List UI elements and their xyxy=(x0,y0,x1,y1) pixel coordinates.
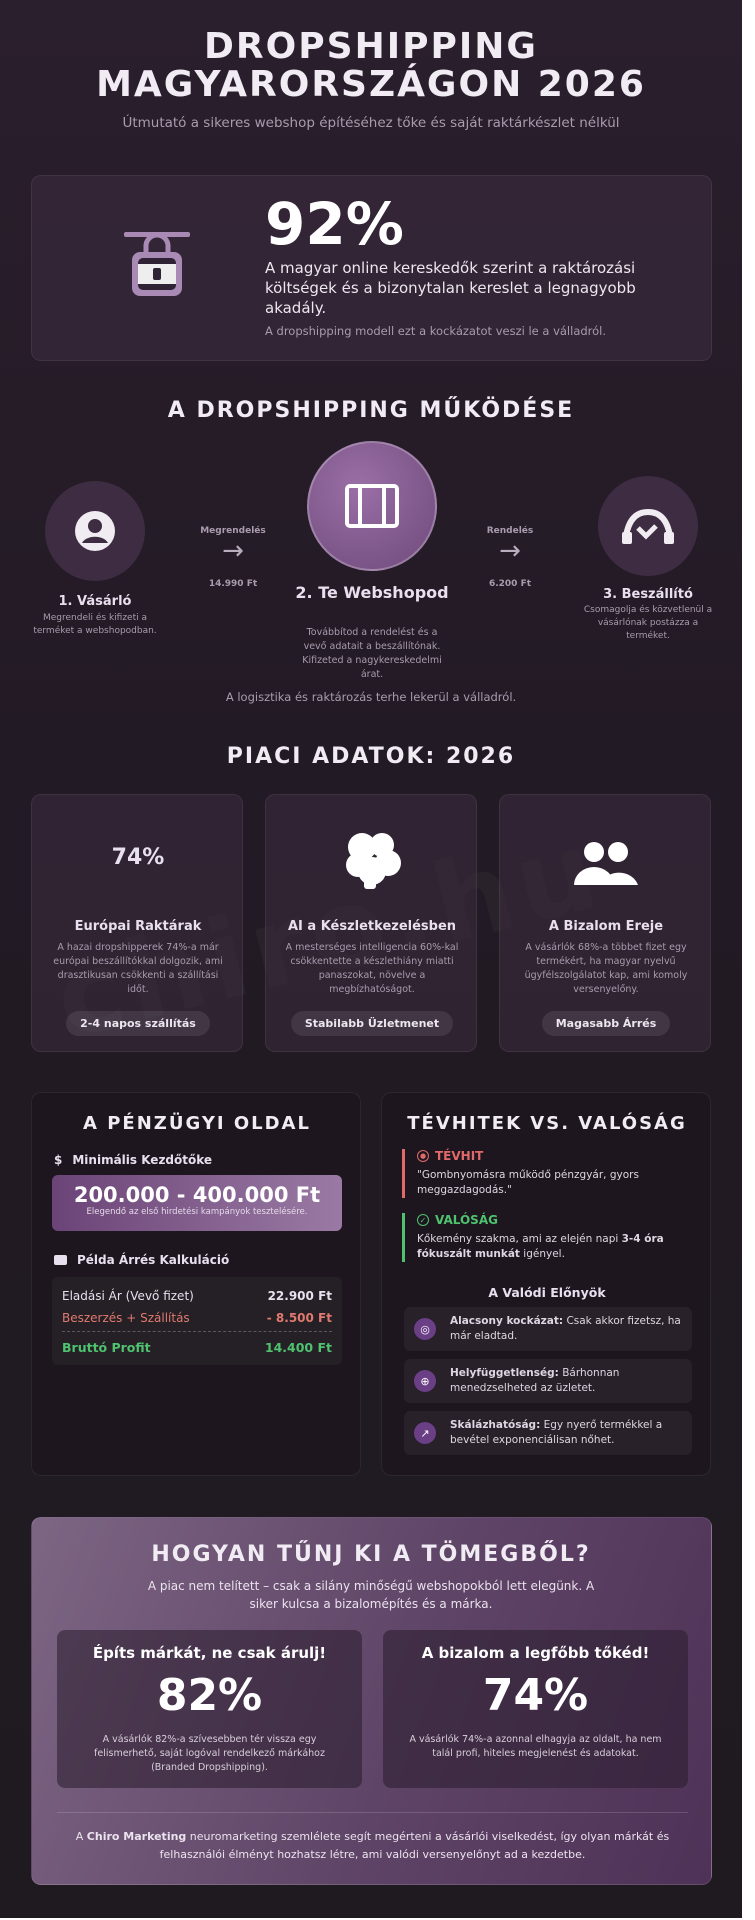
handshake-icon xyxy=(598,476,698,576)
group-icon xyxy=(574,841,638,889)
calc-row-cost: Beszerzés + Szállítás - 8.500 Ft xyxy=(62,1311,332,1332)
user-icon xyxy=(45,481,145,581)
myth-text: "Gombnyomásra működő pénzgyár, gyors meggazdagodás." xyxy=(417,1169,639,1196)
step-1-title: 1. Vásárló xyxy=(58,594,132,609)
market-card-1-big: 74% xyxy=(111,845,165,870)
market-card-1 xyxy=(31,794,243,1052)
stat-box-trust xyxy=(383,1630,688,1788)
finance-card xyxy=(31,1092,361,1476)
market-card-1-title: Európai Raktárak xyxy=(74,919,202,934)
market-card-2-badge: Stabilabb Üzletmenet xyxy=(266,1011,478,1036)
market-card-3 xyxy=(499,794,711,1052)
market-card-1-desc: A hazai dropshipperek 74%-a már európai beszállítókkal dolgozik, ami drasztikusan csökkenti a szállítási időt. xyxy=(53,942,223,995)
benefit-location: ⊕ Helyfüggetlenség: Bárhonnan menedzselheted az üzletet. xyxy=(404,1359,692,1403)
benefits-title: A Valódi Előnyök xyxy=(488,1285,606,1300)
market-card-3-badge: Magasabb Árrés xyxy=(500,1011,712,1036)
dollar-icon: $ xyxy=(54,1153,63,1167)
check-circle-icon: ✓ xyxy=(417,1214,429,1226)
stat-box-trust-desc: A vásárlók 74%-a azonnal elhagyja az oldalt, ha nem talál profi, hiteles megjelenést és adatokat. xyxy=(409,1734,662,1759)
title-line-1: DROPSHIPPING xyxy=(204,26,538,67)
market-card-2 xyxy=(265,794,477,1052)
hero-text: A magyar online kereskedők szerint a raktározási költségek és a bizonytalan kereslet a legnagyobb akadály. xyxy=(265,259,636,317)
briefcase-icon xyxy=(54,1255,67,1265)
divider xyxy=(57,1812,688,1813)
stat-box-brand-percent: 82% xyxy=(156,1670,263,1721)
myths-title: TÉVHITEK VS. VALÓSÁG xyxy=(407,1113,687,1134)
min-capital-note: Elegendő az első hirdetési kampányok tesztelésére. xyxy=(86,1207,308,1217)
page-subtitle: Útmutató a sikeres webshop építéséhez tőke és saját raktárkészlet nélkül xyxy=(122,115,620,131)
standout-intro: A piac nem telített – csak a silány minőségű webshopokból lett elegünk. A siker kulcsa a bizalomépítés és a márka. xyxy=(147,1579,595,1611)
brain-icon xyxy=(342,831,402,893)
hero-note: A dropshipping modell ezt a kockázatot veszi le a válladról. xyxy=(265,324,607,338)
how-note: A logisztika és raktározás terhe lekerül a válladról. xyxy=(225,690,517,704)
step-3-desc: Csomagolja és közvetlenül a vásárlónak postázza a terméket. xyxy=(583,605,713,641)
arrow-2-amount: 6.200 Ft xyxy=(488,579,532,589)
calc-table xyxy=(52,1277,342,1365)
title-line-2: MAGYARORSZÁGON 2026 xyxy=(96,64,646,105)
how-title: A DROPSHIPPING MŰKÖDÉSE xyxy=(167,398,575,423)
page-title xyxy=(0,28,742,104)
stat-box-brand-desc: A vásárlók 82%-a szívesebben tér vissza egy felismerhető, saját logóval rendelkező márkához (Branded Dropshipping). xyxy=(94,1734,325,1773)
stat-box-trust-title: A bizalom a legfőbb tőkéd! xyxy=(421,1644,650,1662)
lock-bag-icon xyxy=(124,232,190,306)
truth-text: Kőkemény szakma, ami az elején napi 3-4 óra fókuszált munkát igényel. xyxy=(417,1233,664,1260)
min-capital-label: $ Minimális Kezdőtőke xyxy=(54,1153,213,1167)
finance-title: A PÉNZÜGYI OLDAL xyxy=(83,1113,311,1134)
step-1-desc: Megrendeli és kifizeti a terméket a webshopodban. xyxy=(33,613,157,636)
film-store-icon xyxy=(307,441,437,571)
myths-card xyxy=(381,1092,711,1476)
market-card-1-badge: 2-4 napos szállítás xyxy=(32,1011,244,1036)
stat-box-brand-title: Építs márkát, ne csak árulj! xyxy=(92,1644,327,1662)
calc-label: Példa Árrés Kalkuláció xyxy=(54,1253,229,1267)
standout-footer: A Chiro Marketing neuromarketing szemlélete segít megérteni a vásárlói viselkedést, így olyan márkát és felhasználói élményt hozhatsz létre, ami valódi versenyelőnyt ad a kezdetbe. xyxy=(75,1830,670,1861)
market-title: PIACI ADATOK: 2026 xyxy=(226,744,516,769)
calc-row-price: Eladási Ár (Vevő fizet) 22.900 Ft xyxy=(62,1289,332,1303)
standout-title: HOGYAN TŰNJ KI A TÖMEGBŐL? xyxy=(151,1542,591,1567)
benefit-low-risk: ◎ Alacsony kockázat: Csak akkor fizetsz, ha már eladtad. xyxy=(404,1307,692,1351)
chart-up-icon: ↗ xyxy=(414,1422,436,1444)
arrow-right-icon: → xyxy=(499,536,521,566)
stat-box-brand xyxy=(57,1630,362,1788)
step-2-desc: Továbbítod a rendelést és a vevő adatait a beszállítónak. Kifizeted a nagykereskedelmi árat. xyxy=(302,627,442,680)
globe-icon: ⊕ xyxy=(414,1370,436,1392)
myth-label: TÉVHIT xyxy=(435,1149,484,1163)
market-card-3-desc: A vásárlók 68%-a többet fizet egy termékért, ha magyar nyelvű ügyfélszolgálatot kap, ami komoly versenyelőny. xyxy=(524,942,688,995)
benefit-scalability: ↗ Skálázhatóság: Egy nyerő termékkel a bevétel exponenciálisan nőhet. xyxy=(404,1411,692,1455)
market-card-2-desc: A mesterséges intelligencia 60%-kal csökkentette a készlethiány miatti panaszokat, növelve a megbízhatóságot. xyxy=(285,942,459,995)
stat-box-trust-percent: 74% xyxy=(482,1670,589,1721)
step-2-title: 2. Te Webshopod xyxy=(295,583,449,602)
arrow-2-label: Rendelés xyxy=(486,526,534,536)
market-card-3-title: A Bizalom Ereje xyxy=(548,919,664,934)
myth-block xyxy=(402,1149,692,1198)
arrow-1-label: Megrendelés xyxy=(200,526,266,536)
truth-block xyxy=(402,1213,692,1262)
market-card-2-title: AI a Készletkezelésben xyxy=(287,919,457,934)
coins-icon: ◎ xyxy=(414,1318,436,1340)
min-capital-box xyxy=(52,1175,342,1231)
hero-card xyxy=(31,175,712,361)
calc-row-profit: Bruttó Profit 14.400 Ft xyxy=(62,1340,332,1355)
truth-label: VALÓSÁG xyxy=(435,1213,498,1227)
arrow-1-amount: 14.990 Ft xyxy=(208,579,258,589)
min-capital-amount: 200.000 - 400.000 Ft xyxy=(73,1183,321,1207)
hero-percent: 92% xyxy=(265,190,404,258)
step-3-title: 3. Beszállító xyxy=(603,587,693,602)
x-circle-icon: ● xyxy=(417,1150,429,1162)
arrow-right-icon: → xyxy=(222,536,244,566)
